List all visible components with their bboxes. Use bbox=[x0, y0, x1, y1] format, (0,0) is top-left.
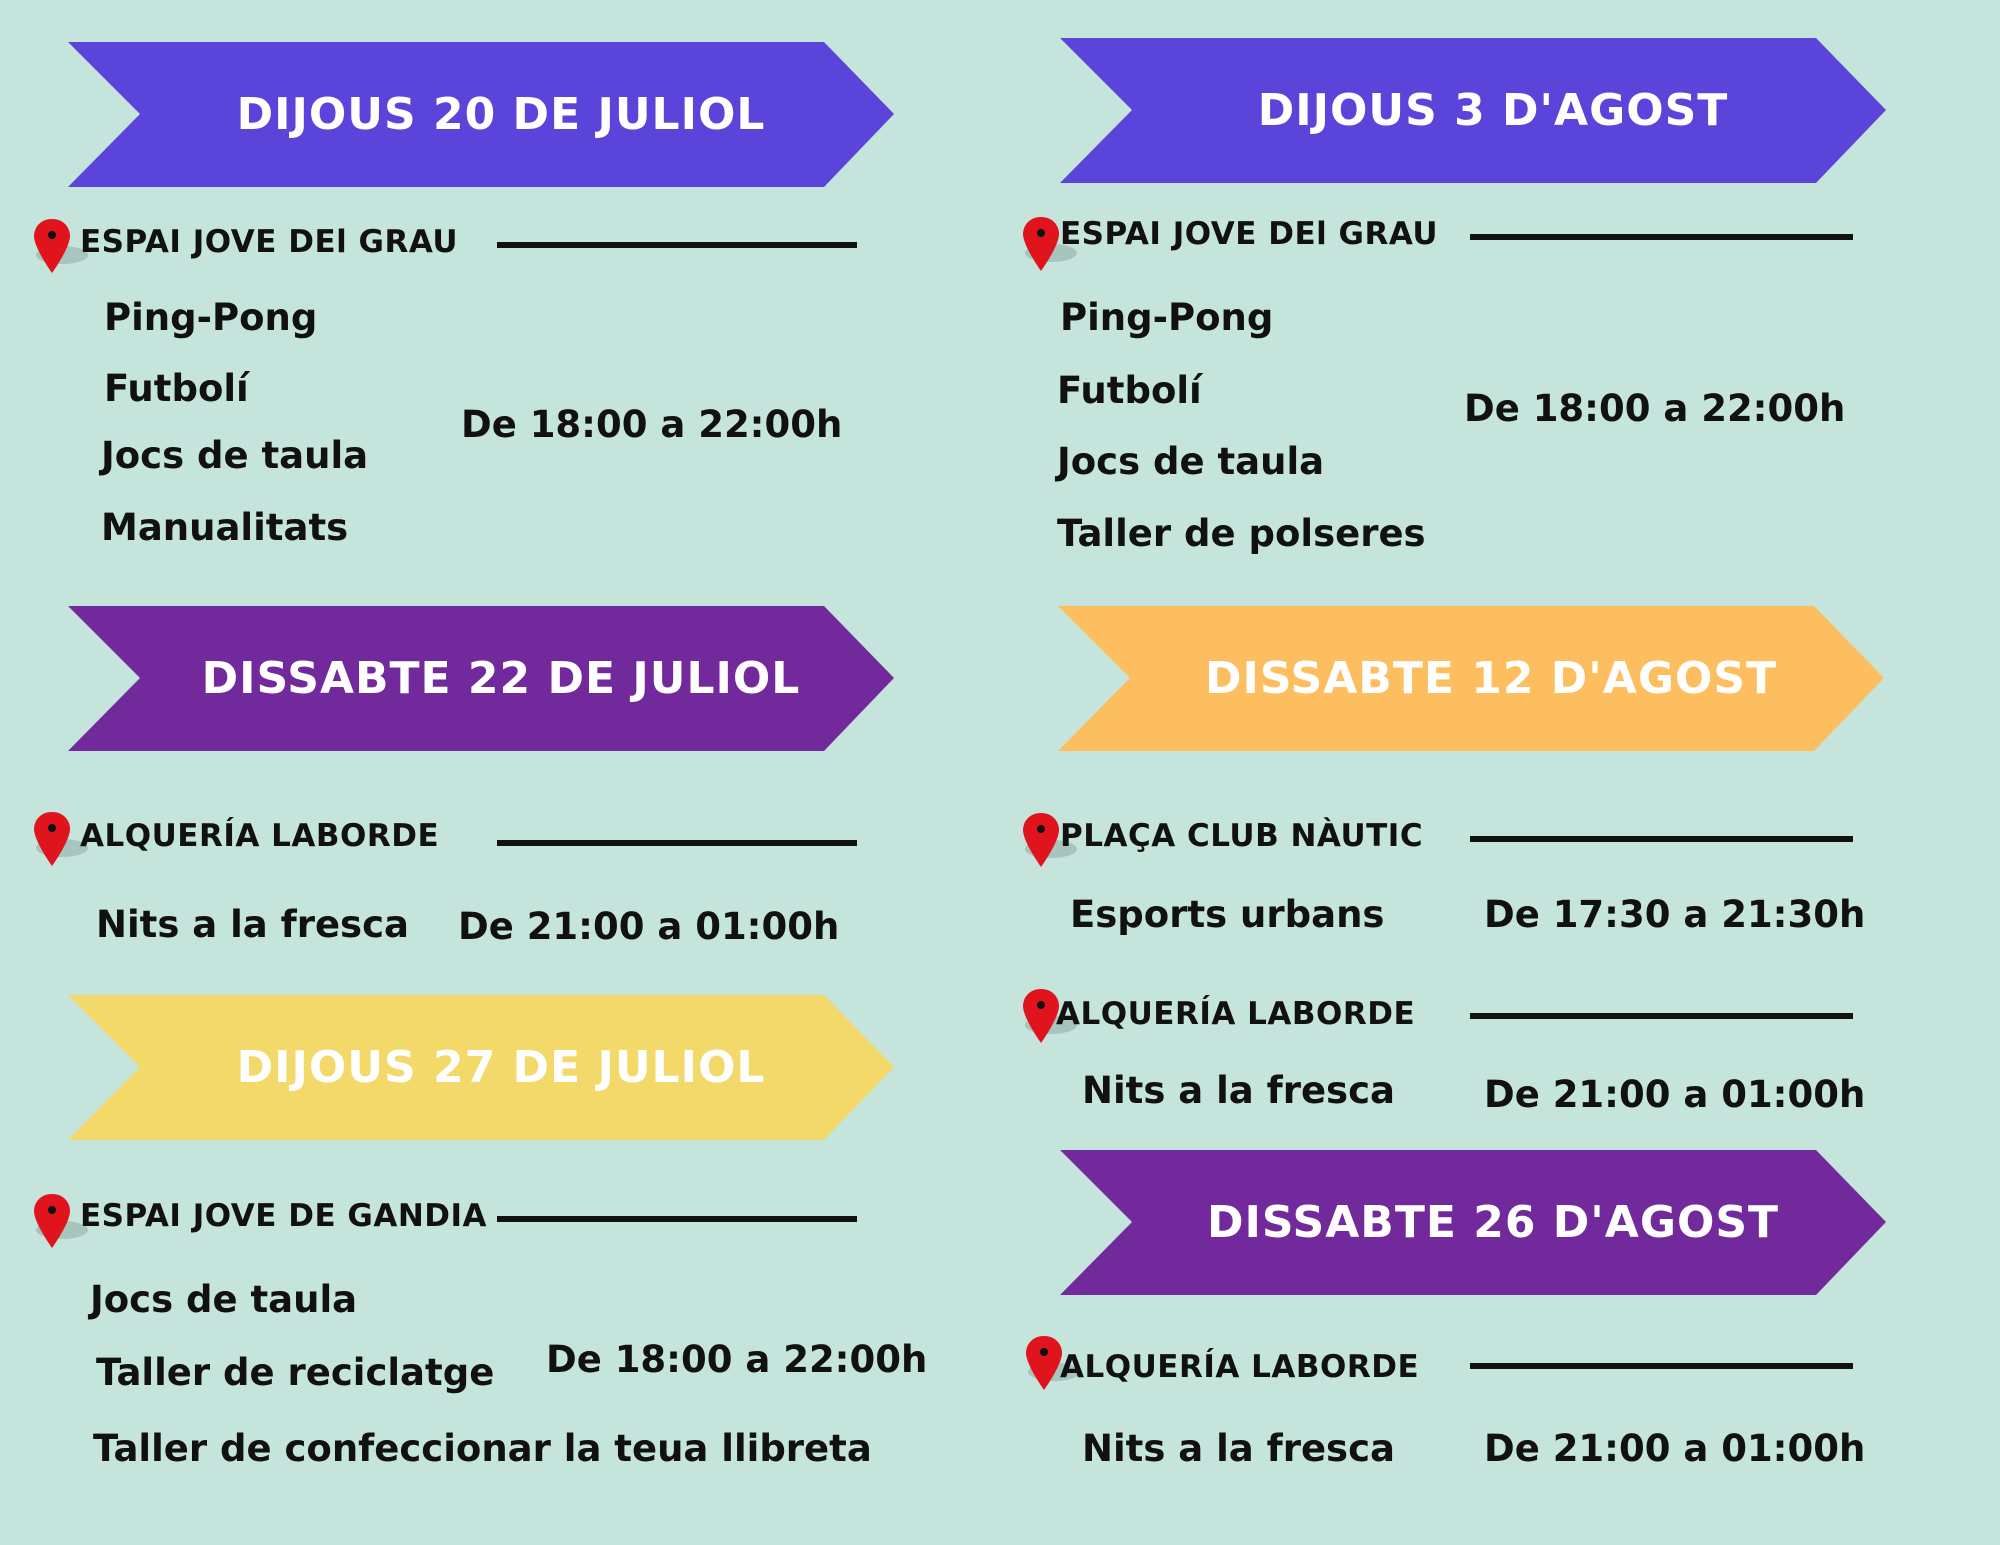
activity-item: Ping-Pong bbox=[1060, 296, 1274, 339]
divider-line bbox=[1470, 1363, 1853, 1369]
event-date: DISSABTE 12 D'AGOST bbox=[1204, 653, 1778, 704]
event-banner-dissabte-12-agost bbox=[1058, 606, 1884, 751]
activity-item: Taller de polseres bbox=[1057, 512, 1426, 555]
time-range: De 21:00 a 01:00h bbox=[1484, 1427, 1866, 1470]
activity-item: Nits a la fresca bbox=[96, 903, 409, 946]
venue-label: ESPAI JOVE DEl GRAU bbox=[80, 224, 459, 260]
venue-label: ALQUERÍA LABORDE bbox=[1056, 996, 1416, 1032]
activity-item: Taller de confeccionar la teua llibreta bbox=[93, 1427, 872, 1470]
event-date: DISSABTE 26 D'AGOST bbox=[1206, 1197, 1780, 1248]
event-banner-dijous-20-juliol bbox=[68, 42, 894, 187]
event-date: DIJOUS 20 DE JULIOL bbox=[236, 89, 766, 140]
time-range: De 18:00 a 22:00h bbox=[546, 1338, 928, 1381]
event-date: DIJOUS 27 DE JULIOL bbox=[236, 1042, 766, 1093]
venue-label: ALQUERÍA LABORDE bbox=[1060, 1349, 1420, 1385]
divider-line bbox=[497, 1216, 857, 1222]
time-range: De 21:00 a 01:00h bbox=[458, 905, 840, 948]
event-banner-dijous-3-agost bbox=[1060, 38, 1886, 183]
venue-label: ESPAI JOVE DE GANDIA bbox=[80, 1198, 488, 1234]
activity-item: Ping-Pong bbox=[104, 296, 318, 339]
event-date: DIJOUS 3 D'AGOST bbox=[1257, 85, 1729, 136]
divider-line bbox=[1470, 1013, 1853, 1019]
time-range: De 18:00 a 22:00h bbox=[1464, 387, 1846, 430]
activity-item: Esports urbans bbox=[1070, 893, 1385, 936]
event-date: DISSABTE 22 DE JULIOL bbox=[201, 653, 801, 704]
activity-item: Nits a la fresca bbox=[1082, 1069, 1395, 1112]
activity-item: Jocs de taula bbox=[1057, 440, 1325, 483]
venue-label: PLAÇA CLUB NÀUTIC bbox=[1060, 818, 1424, 854]
activity-item: Futbolí bbox=[104, 367, 249, 410]
divider-line bbox=[497, 840, 857, 846]
activity-item: Futbolí bbox=[1057, 369, 1202, 412]
activity-item: Nits a la fresca bbox=[1082, 1427, 1395, 1470]
event-banner-dijous-27-juliol bbox=[68, 995, 894, 1140]
event-banner-dissabte-22-juliol bbox=[68, 606, 894, 751]
divider-line bbox=[1470, 234, 1853, 240]
activity-item: Jocs de taula bbox=[101, 434, 369, 477]
venue-label: ALQUERÍA LABORDE bbox=[80, 818, 440, 854]
time-range: De 21:00 a 01:00h bbox=[1484, 1073, 1866, 1116]
divider-line bbox=[497, 242, 857, 248]
event-banner-dissabte-26-agost bbox=[1060, 1150, 1886, 1295]
divider-line bbox=[1470, 836, 1853, 842]
activity-item: Taller de reciclatge bbox=[96, 1351, 495, 1394]
time-range: De 17:30 a 21:30h bbox=[1484, 893, 1866, 936]
activity-item: Jocs de taula bbox=[90, 1278, 358, 1321]
activity-item: Manualitats bbox=[101, 506, 349, 549]
venue-label: ESPAI JOVE DEl GRAU bbox=[1060, 216, 1439, 252]
time-range: De 18:00 a 22:00h bbox=[461, 403, 843, 446]
